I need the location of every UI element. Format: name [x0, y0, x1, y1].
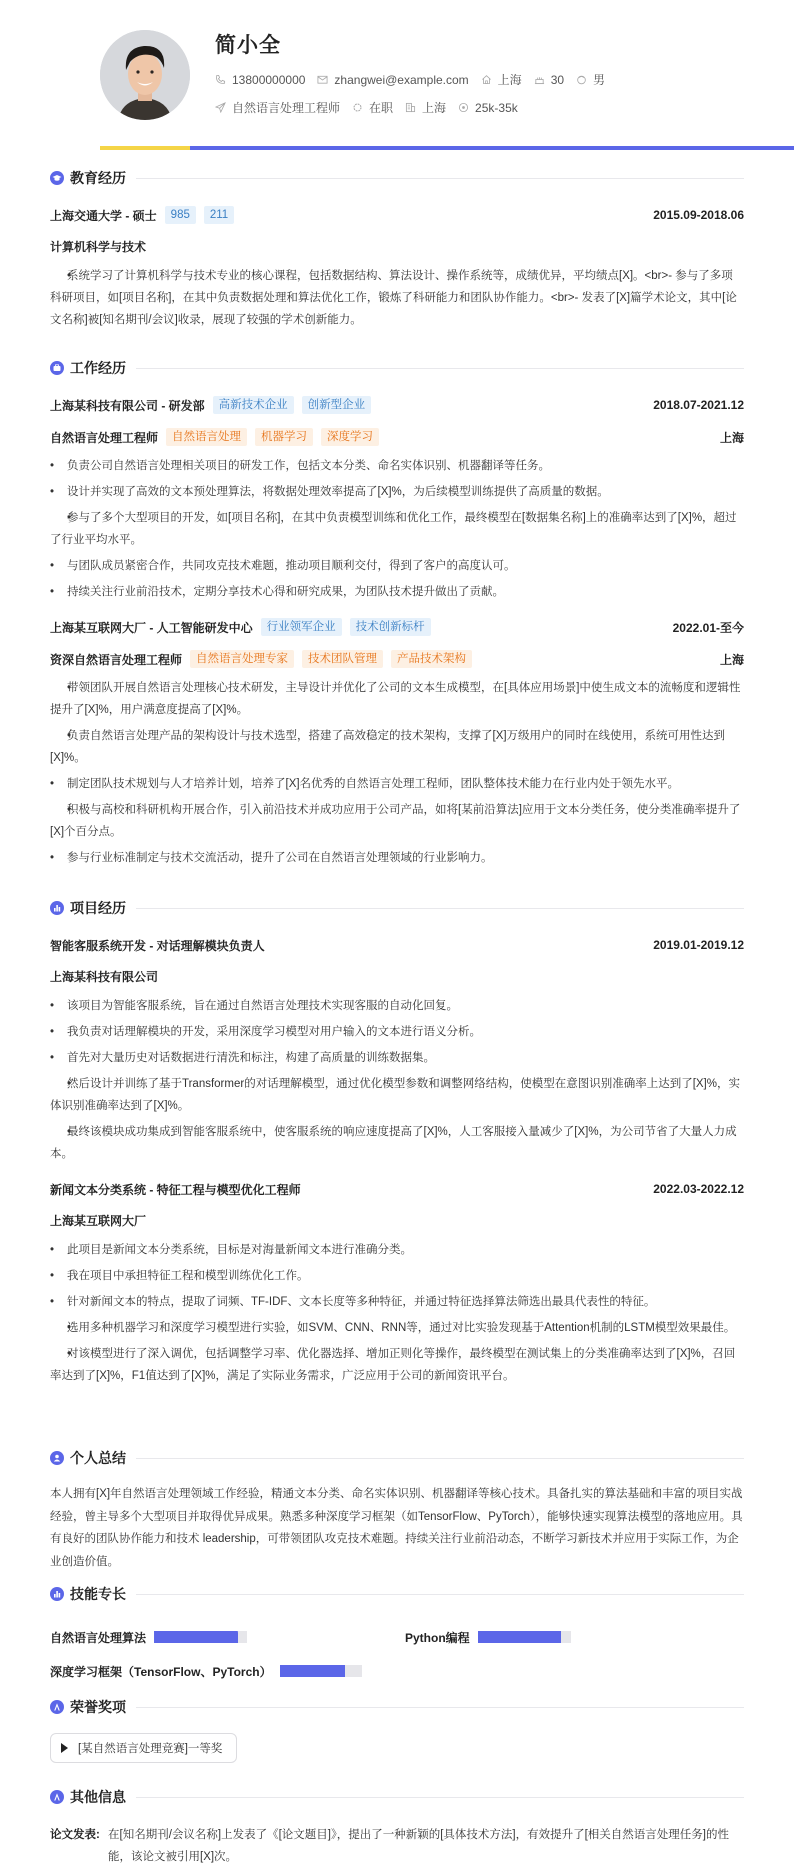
company-tag: 行业领军企业: [261, 618, 342, 636]
bullet-item: • 最终该模块成功集成到智能客服系统中，使客服系统的响应速度提高了[X]%，人工客服接入量减少了[X]%，为公司节省了大量人力成本。: [50, 1121, 744, 1165]
section-title: 荣誉奖项: [70, 1699, 126, 1715]
section-divider: [136, 178, 744, 179]
work-entry: [50, 395, 744, 603]
skill-bar: [280, 1665, 362, 1677]
gender-text: 男: [593, 73, 606, 87]
bullet-item: • 此项目是新闻文本分类系统，目标是对海量新闻文本进行准确分类。: [50, 1239, 744, 1261]
avatar: [100, 30, 190, 120]
skill-bar: [478, 1631, 571, 1643]
bullet-item: • 系统学习了计算机科学与技术专业的核心课程，包括数据结构、算法设计、操作系统等，成绩优异，平均绩点[X]。<br>- 参与了多项科研项目，如[项目名称]，在其中负责数据处理和算法优化工作，锻炼了科研能力和团队协作能力。<br>- 发表了[X]篇学术论文，其中[论文名称]被[知名期刊/会议]收录，展现了较强的学术创新能力。: [50, 265, 744, 331]
bar-chart-icon: [50, 1587, 64, 1601]
project-company: 上海某科技有限公司: [50, 970, 159, 984]
skills-list: [50, 1605, 744, 1685]
education-date: 2015.09-2018.06: [653, 208, 744, 222]
bullet-item: • 然后设计并训练了基于Transformer的对话理解模型，通过优化模型参数和调整网络结构，使模型在意图识别准确率上达到了[X]%，实体识别准确率达到了[X]%。: [50, 1073, 744, 1117]
skill-item: [50, 1627, 247, 1647]
email-text: zhangwei@example.com: [334, 72, 469, 87]
user-icon: [50, 1451, 64, 1465]
project-bullets: [50, 995, 744, 1165]
age-icon: [534, 74, 545, 85]
school-name: 上海交通大学 - 硕士: [50, 208, 157, 223]
bullet-item: • 针对新闻文本的特点，提取了词频、TF-IDF、文本长度等多种特征，并通过特征选择算法筛选出最具代表性的特征。: [50, 1291, 744, 1313]
company-name: 上海某互联网大厂 - 人工智能研发中心: [50, 620, 253, 635]
project-entry: [50, 1179, 744, 1387]
section-header: [50, 897, 744, 919]
section-header: [50, 357, 744, 379]
skill-bar-fill: [478, 1631, 562, 1643]
skill-name: Python编程: [405, 1630, 470, 1645]
bullet-item: • 持续关注行业前沿技术，定期分享技术心得和研究成果，为团队技术提升做出了贡献。: [50, 581, 744, 603]
skill-name: 自然语言处理算法: [50, 1630, 147, 1645]
avatar-photo-icon: [100, 30, 190, 120]
other-label: 论文发表:: [50, 1829, 100, 1841]
candidate-name: 简小全: [215, 34, 281, 57]
education-row: [50, 205, 744, 225]
project-row: [50, 935, 744, 955]
education-bullets: [50, 265, 744, 331]
role-name: 资深自然语言处理工程师: [50, 652, 183, 667]
bullet-item: • 带领团队开展自然语言处理核心技术研发，主导设计并优化了公司的文本生成模型，在[具体应用场景]中使生成文本的流畅度和逻辑性提升了[X]%，用户满意度提高了[X]%。: [50, 677, 744, 721]
company-row: [50, 617, 744, 637]
send-icon: [215, 102, 226, 113]
skill-bar-fill: [280, 1665, 346, 1677]
major: 计算机科学与技术: [50, 240, 147, 254]
bullet-item: • 设计并实现了高效的文本预处理算法，将数据处理效率提高了[X]%，为后续模型训练提供了高质量的数据。: [50, 481, 744, 503]
company-tag: 高新技术企业: [213, 396, 294, 414]
school-tag: 985: [165, 206, 196, 224]
status-icon: [352, 102, 363, 113]
section-title: 教育经历: [70, 170, 126, 186]
work-entry: [50, 617, 744, 869]
section-title: 工作经历: [70, 360, 126, 376]
contact-phone: [215, 73, 305, 87]
section-title: 个人总结: [70, 1450, 126, 1466]
bullet-item: • 该项目为智能客服系统，旨在通过自然语言处理技术实现客服的自动化回复。: [50, 995, 744, 1017]
briefcase-icon: [50, 361, 64, 375]
section-title: 技能专长: [70, 1586, 126, 1602]
award-icon: [50, 1790, 64, 1804]
section-divider: [136, 1458, 744, 1459]
bar-chart-icon: [50, 901, 64, 915]
section-header: [50, 1583, 744, 1605]
position-text: 自然语言处理工程师: [232, 101, 341, 115]
section-divider: [136, 1594, 744, 1595]
section-honors: [50, 1696, 744, 1763]
contact-email: [317, 73, 468, 87]
salary-icon: [458, 102, 469, 113]
phone-icon: [215, 74, 226, 85]
mail-icon: [317, 74, 328, 85]
other-item: [50, 1824, 744, 1868]
section-divider: [136, 368, 744, 369]
role-tag: 机器学习: [255, 428, 313, 446]
work-bullets: [50, 455, 744, 603]
section-projects: [50, 897, 744, 1391]
work-location: 上海: [719, 430, 744, 445]
skill-bar-fill: [154, 1631, 238, 1643]
company-tag: 创新型企业: [302, 396, 372, 414]
bullet-item: • 负责自然语言处理产品的架构设计与技术选型，搭建了高效稳定的技术架构，支撑了[X]万级用户的同时在线使用，系统可用性达到[X]%。: [50, 725, 744, 769]
contact-age: [534, 73, 564, 87]
graduation-cap-icon: [50, 171, 64, 185]
project-entry: [50, 935, 744, 1165]
role-name: 自然语言处理工程师: [50, 430, 159, 445]
bullet-item: • 参与了多个大型项目的开发，如[项目名称]，在其中负责模型训练和优化工作，最终模型在[数据集名称]上的准确率达到了[X]%，超过了行业平均水平。: [50, 507, 744, 551]
section-title: 其他信息: [70, 1789, 126, 1805]
header-divider-accent: [100, 146, 190, 150]
section-title: 项目经历: [70, 900, 126, 916]
honors-list: [50, 1733, 744, 1763]
status-text: 在职: [369, 101, 394, 115]
building-icon: [405, 102, 416, 113]
expand-arrow-icon: [61, 1743, 68, 1753]
section-divider: [136, 1797, 744, 1798]
skill-bar: [154, 1631, 247, 1643]
role-tag: 产品技术架构: [391, 650, 472, 668]
section-header: [50, 1447, 744, 1469]
bullet-item: • 对该模型进行了深入调优，包括调整学习率、优化器选择、增加正则化等操作，最终模型在测试集上的分类准确率达到了[X]%，召回率达到了[X]%，F1值达到了[X]%，满足了实际业务需求，广泛应用于公司的新闻资讯平台。: [50, 1343, 744, 1387]
section-education: [50, 167, 744, 335]
bullet-item: • 首先对大量历史对话数据进行清洗和标注，构建了高质量的训练数据集。: [50, 1047, 744, 1069]
job-intent-line: [215, 99, 530, 116]
school-tag: 211: [204, 206, 234, 224]
award-icon: [50, 1700, 64, 1714]
section-divider: [136, 1707, 744, 1708]
role-tag: 自然语言处理专家: [190, 650, 294, 668]
section-header: [50, 167, 744, 189]
bullet-item: • 负责公司自然语言处理相关项目的研发工作，包括文本分类、命名实体识别、机器翻译等任务。: [50, 455, 744, 477]
section-skills: [50, 1583, 744, 1685]
home-icon: [481, 74, 492, 85]
section-work: [50, 357, 744, 873]
bullet-item: • 选用多种机器学习和深度学习模型进行实验，如SVM、CNN、RNN等，通过对比实验发现基于Attention机制的LSTM模型效果最佳。: [50, 1317, 744, 1339]
education-entry: [50, 205, 744, 331]
bullet-item: • 制定团队技术规划与人才培养计划，培养了[X]名优秀的自然语言处理工程师，团队整体技术能力在行业内处于领先水平。: [50, 773, 744, 795]
section-other: [50, 1786, 744, 1868]
section-summary: [50, 1447, 744, 1573]
phone-text: 13800000000: [232, 72, 306, 87]
award-item[interactable]: [50, 1733, 237, 1763]
job-position: [215, 99, 340, 116]
skill-item: [50, 1661, 362, 1681]
role-tag: 技术团队管理: [302, 650, 383, 668]
job-salary: [458, 101, 518, 115]
gender-icon: [576, 74, 587, 85]
bullet-item: • 积极与高校和科研机构开展合作，引入前沿技术并成功应用于公司产品，如将[某前沿算法]应用于文本分类任务，使分类准确率提升了[X]个百分点。: [50, 799, 744, 843]
section-divider: [136, 908, 744, 909]
project-row: [50, 1179, 744, 1199]
bullet-item: • 我负责对话理解模块的开发，采用深度学习模型对用户输入的文本进行语义分析。: [50, 1021, 744, 1043]
skill-name: 深度学习框架（TensorFlow、PyTorch）: [50, 1664, 272, 1679]
award-text: [某自然语言处理竞赛]一等奖: [78, 1743, 223, 1755]
company-tag: 技术创新标杆: [350, 618, 431, 636]
skill-item: [405, 1627, 571, 1647]
work-date: 2018.07-2021.12: [653, 398, 744, 412]
bullet-item: • 与团队成员紧密合作，共同攻克技术难题，推动项目顺利交付，得到了客户的高度认可。: [50, 555, 744, 577]
role-row: [50, 649, 744, 669]
section-header: [50, 1786, 744, 1808]
company-row: [50, 395, 744, 415]
company-name: 上海某科技有限公司 - 研发部: [50, 398, 205, 413]
city-text: 上海: [497, 73, 522, 87]
role-tag: 深度学习: [321, 428, 379, 446]
salary-text: 25k-35k: [475, 100, 518, 115]
project-date: 2019.01-2019.12: [653, 938, 744, 952]
other-text: 在[知名期刊/会议名称]上发表了《[论文题目]》，提出了一种新颖的[具体技术方法]，有效提升了[相关自然语言处理任务]的性能，该论文被引用[X]次。: [108, 1829, 729, 1863]
age-text: 30: [550, 72, 565, 87]
work-bullets: [50, 677, 744, 869]
header-divider: [100, 146, 794, 150]
contact-line: [215, 71, 617, 88]
project-name: 智能客服系统开发 - 对话理解模块负责人: [50, 938, 265, 953]
project-company: 上海某互联网大厂: [50, 1214, 147, 1228]
role-row: [50, 427, 744, 447]
contact-city: [481, 71, 522, 88]
project-bullets: [50, 1239, 744, 1387]
bullet-item: • 参与行业标准制定与技术交流活动，提升了公司在自然语言处理领域的行业影响力。: [50, 847, 744, 869]
project-name: 新闻文本分类系统 - 特征工程与模型优化工程师: [50, 1182, 301, 1197]
bullet-item: • 我在项目中承担特征工程和模型训练优化工作。: [50, 1265, 744, 1287]
job-city: [405, 99, 446, 116]
work-location: 上海: [719, 652, 744, 667]
work-date: 2022.01-至今: [672, 620, 744, 635]
resume-header: [50, 0, 744, 147]
job-status: [352, 99, 393, 116]
summary-text: 本人拥有[X]年自然语言处理领域工作经验，精通文本分类、命名实体识别、机器翻译等核心技术。具备扎实的算法基础和丰富的项目实战经验，曾主导多个大型项目并取得优异成果。熟悉多种深度学习框架（如TensorFlow、PyTorch），能够快速实现算法模型的落地应用。具有良好的团队协作能力和技术 leadership，可带领团队攻克技术难题。持续关注行业前沿动态，不断学习新技术并应用于实际工作，为企业创造价值。: [50, 1488, 743, 1568]
job-city-text: 上海: [422, 101, 447, 115]
project-date: 2022.03-2022.12: [653, 1182, 744, 1196]
contact-gender: [576, 71, 605, 88]
role-tag: 自然语言处理: [166, 428, 247, 446]
section-header: [50, 1696, 744, 1718]
